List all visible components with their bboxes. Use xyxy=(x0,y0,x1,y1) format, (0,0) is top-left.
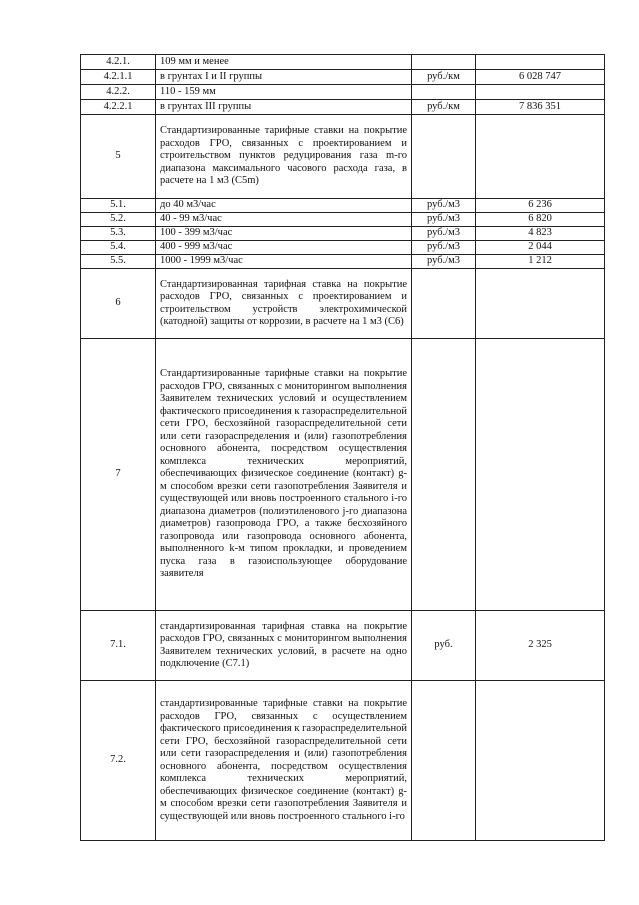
row-value: 6 236 xyxy=(476,199,605,213)
row-description: в грунтах III группы xyxy=(156,100,412,115)
table-row xyxy=(81,115,605,199)
row-value xyxy=(476,55,605,70)
tariff-table xyxy=(80,54,605,841)
row-value: 2 325 xyxy=(476,611,605,681)
row-unit xyxy=(412,85,476,100)
row-value: 2 044 xyxy=(476,241,605,255)
row-value xyxy=(476,681,605,841)
row-unit: руб./м3 xyxy=(412,227,476,241)
row-description: 109 мм и менее xyxy=(156,55,412,70)
row-number: 4.2.2. xyxy=(81,85,156,100)
row-description: до 40 м3/час xyxy=(156,199,412,213)
row-unit xyxy=(412,681,476,841)
row-unit: руб./км xyxy=(412,70,476,85)
row-value xyxy=(476,339,605,611)
row-unit: руб. xyxy=(412,611,476,681)
row-value xyxy=(476,85,605,100)
row-number: 7.1. xyxy=(81,611,156,681)
row-number: 5.4. xyxy=(81,241,156,255)
row-unit: руб./м3 xyxy=(412,213,476,227)
table-row xyxy=(81,213,605,227)
table-row xyxy=(81,199,605,213)
row-description: Стандартизированная тарифная ставка на покрытие расходов ГРО, связанных с проектированием и строительством устройств электрохимической (катодной) защиты от коррозии, в расчете на 1 м3 (С6) xyxy=(156,269,412,339)
row-description: 400 - 999 м3/час xyxy=(156,241,412,255)
row-unit xyxy=(412,339,476,611)
row-description: 110 - 159 мм xyxy=(156,85,412,100)
row-unit: руб./км xyxy=(412,100,476,115)
table-row xyxy=(81,681,605,841)
row-unit xyxy=(412,55,476,70)
table-row xyxy=(81,241,605,255)
row-value: 6 028 747 xyxy=(476,70,605,85)
row-number: 4.2.1. xyxy=(81,55,156,70)
row-description: 100 - 399 м3/час xyxy=(156,227,412,241)
row-unit: руб./м3 xyxy=(412,255,476,269)
row-description: стандартизированная тарифная ставка на покрытие расходов ГРО, связанных с мониторингом выполнения Заявителем технических условий, в расчете на одно подключение (С7.1) xyxy=(156,611,412,681)
table-row xyxy=(81,227,605,241)
row-description: стандартизированные тарифные ставки на покрытие расходов ГРО, связанных с осуществлением фактического присоединения к газораспределительной сети ГРО, бесхозяйной газораспределительной сети или сети газораспределения и (или) газопотребления основного абонента, посредством осуществления комплекса технических мероприятий, обеспечивающих физическое соединение (контакт) g-м способом врезки сети газопотребления Заявителя и существующей или вновь построенного стального i-го xyxy=(156,681,412,841)
row-description: в грунтах I и II группы xyxy=(156,70,412,85)
row-unit: руб./м3 xyxy=(412,199,476,213)
row-unit xyxy=(412,115,476,199)
table-row xyxy=(81,339,605,611)
row-value: 4 823 xyxy=(476,227,605,241)
table-row xyxy=(81,269,605,339)
table-row xyxy=(81,255,605,269)
row-description: 1000 - 1999 м3/час xyxy=(156,255,412,269)
row-description: Стандартизированные тарифные ставки на покрытие расходов ГРО, связанных с мониторингом выполнения Заявителем технических условий и осуществлением фактического присоединения к газораспределительной сети ГРО, бесхозяйной газораспределительной сети или сети газораспределения и (или) газопотребления основного абонента, посредством осуществления комплекса технических мероприятий, обеспечивающих физическое соединение (контакт) g-м способом врезки сети газопотребления Заявителя и существующей или вновь построенного стального i-го диапазона диаметров (полиэтиленового j-го диапазона диаметров) газопровода ГРО, а также бесхозяйного газопровода или газопровода основного абонента, выполненного k-м типом прокладки, и проведением пуска газа в газоиспользующее оборудование заявителя xyxy=(156,339,412,611)
table-row xyxy=(81,611,605,681)
row-number: 4.2.1.1 xyxy=(81,70,156,85)
row-value xyxy=(476,115,605,199)
row-value: 1 212 xyxy=(476,255,605,269)
row-number: 5.3. xyxy=(81,227,156,241)
row-description: Стандартизированные тарифные ставки на покрытие расходов ГРО, связанных с проектированием и строительством пунктов редуцирования газа m-го диапазона максимального часового расхода газа, в расчете на 1 м3 (С5m) xyxy=(156,115,412,199)
row-description: 40 - 99 м3/час xyxy=(156,213,412,227)
row-number: 7 xyxy=(81,339,156,611)
row-value: 6 820 xyxy=(476,213,605,227)
row-number: 5 xyxy=(81,115,156,199)
row-number: 7.2. xyxy=(81,681,156,841)
row-unit: руб./м3 xyxy=(412,241,476,255)
row-number: 5.2. xyxy=(81,213,156,227)
row-number: 4.2.2.1 xyxy=(81,100,156,115)
row-number: 5.5. xyxy=(81,255,156,269)
row-value xyxy=(476,269,605,339)
table-row xyxy=(81,70,605,85)
row-value: 7 836 351 xyxy=(476,100,605,115)
table-row xyxy=(81,55,605,70)
table-row xyxy=(81,85,605,100)
row-number: 6 xyxy=(81,269,156,339)
table-row xyxy=(81,100,605,115)
row-unit xyxy=(412,269,476,339)
row-number: 5.1. xyxy=(81,199,156,213)
